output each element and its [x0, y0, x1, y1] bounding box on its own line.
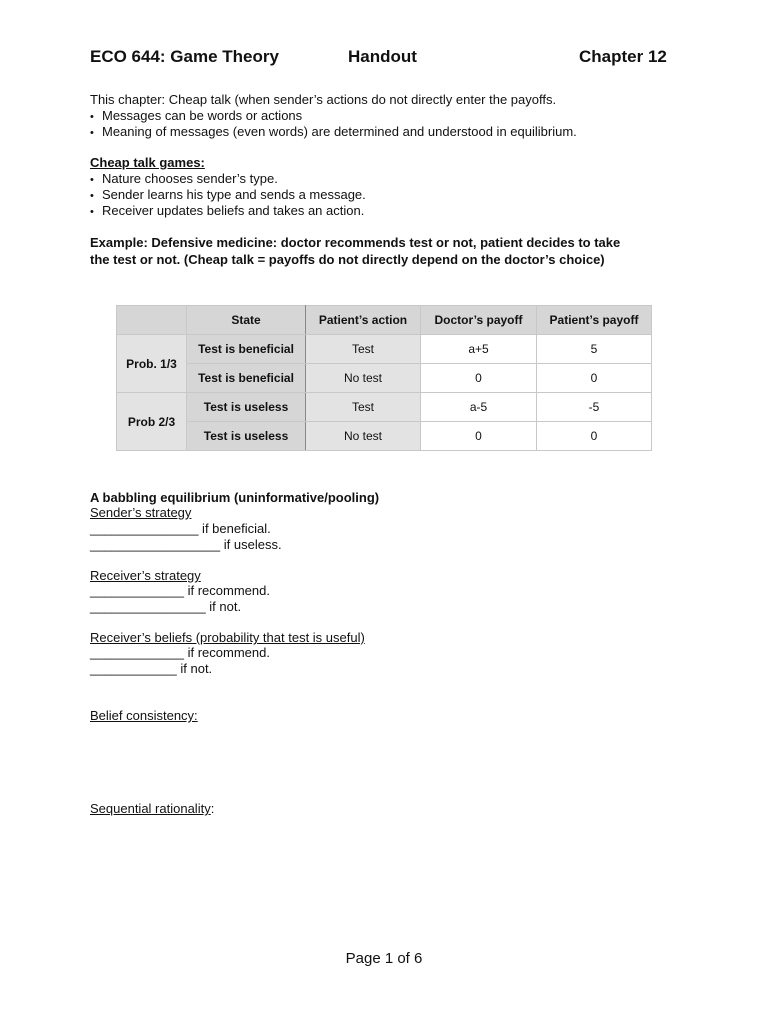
table-cell-state: Test is useless: [187, 393, 306, 422]
beliefs-title: Receiver’s beliefs (probability that test is useful): [90, 630, 365, 645]
table-cell-patient: 5: [537, 335, 652, 364]
table-cell-doctor: 0: [421, 422, 537, 451]
cheap-talk-title: Cheap talk games:: [90, 155, 205, 170]
babbling-title: A babbling equilibrium (uninformative/pooling): [90, 490, 380, 505]
cheap-talk-bullet-1: • Nature chooses sender’s type.: [90, 171, 278, 189]
table-cell-doctor: 0: [421, 364, 537, 393]
table-group-1: Prob. 1/3: [117, 335, 187, 393]
example-line-2: the test or not. (Cheap talk = payoffs do not directly depend on the doctor’s choice): [90, 252, 605, 267]
table-cell-action: No test: [306, 422, 421, 451]
table-header-action: Patient’s action: [306, 306, 421, 335]
sender-line-1: _______________ if beneficial.: [90, 521, 271, 536]
table-cell-action: Test: [306, 335, 421, 364]
table-header-state: State: [187, 306, 306, 335]
payoff-table: [116, 305, 652, 451]
table-header-patient-payoff: Patient’s payoff: [537, 306, 652, 335]
cheap-talk-bullet-2: • Sender learns his type and sends a message.: [90, 187, 366, 205]
table-group-2: Prob 2/3: [117, 393, 187, 451]
cheap-talk-bullet-3: • Receiver updates beliefs and takes an action.: [90, 203, 364, 221]
table-row: [117, 335, 652, 364]
table-cell-patient: 0: [537, 364, 652, 393]
intro-bullet-2: • Meaning of messages (even words) are determined and understood in equilibrium.: [90, 124, 577, 142]
table-header-empty: [117, 306, 187, 335]
table-cell-doctor: a-5: [421, 393, 537, 422]
sequential-rationality-colon: :: [210, 801, 215, 816]
sequential-rationality: [90, 801, 214, 817]
sender-line-2: __________________ if useless.: [90, 537, 282, 552]
beliefs-line-1: _____________ if recommend.: [90, 645, 270, 660]
chapter-label: Chapter 12: [579, 47, 667, 66]
handout-label: Handout: [348, 47, 417, 66]
table-header-doctor-payoff: Doctor’s payoff: [421, 306, 537, 335]
table-cell-action: No test: [306, 364, 421, 393]
table-row: [117, 422, 652, 451]
receiver-strategy-title: Receiver’s strategy: [90, 568, 201, 583]
table-header-row: [117, 306, 652, 335]
sender-strategy-title: Sender’s strategy: [90, 505, 192, 520]
receiver-line-1: _____________ if recommend.: [90, 583, 270, 598]
table-cell-action: Test: [306, 393, 421, 422]
page-number: Page 1 of 6: [345, 950, 423, 967]
table-cell-state: Test is useless: [187, 422, 306, 451]
table-cell-state: Test is beneficial: [187, 335, 306, 364]
table-cell-patient: -5: [537, 393, 652, 422]
belief-consistency-title: Belief consistency:: [90, 708, 198, 723]
table-row: [117, 364, 652, 393]
table-cell-doctor: a+5: [421, 335, 537, 364]
course-title: ECO 644: Game Theory: [90, 47, 279, 66]
receiver-line-2: ________________ if not.: [90, 599, 242, 614]
table-row: [117, 393, 652, 422]
beliefs-line-2: ____________ if not.: [90, 661, 213, 676]
table-cell-patient: 0: [537, 422, 652, 451]
sequential-rationality-title: Sequential rationality: [90, 801, 211, 816]
intro-line: This chapter: Cheap talk (when sender’s actions do not directly enter the payoffs.: [90, 92, 557, 107]
table-cell-state: Test is beneficial: [187, 364, 306, 393]
intro-bullet-1: • Messages can be words or actions: [90, 108, 302, 126]
example-line-1: Example: Defensive medicine: doctor recommends test or not, patient decides to take: [90, 235, 621, 250]
